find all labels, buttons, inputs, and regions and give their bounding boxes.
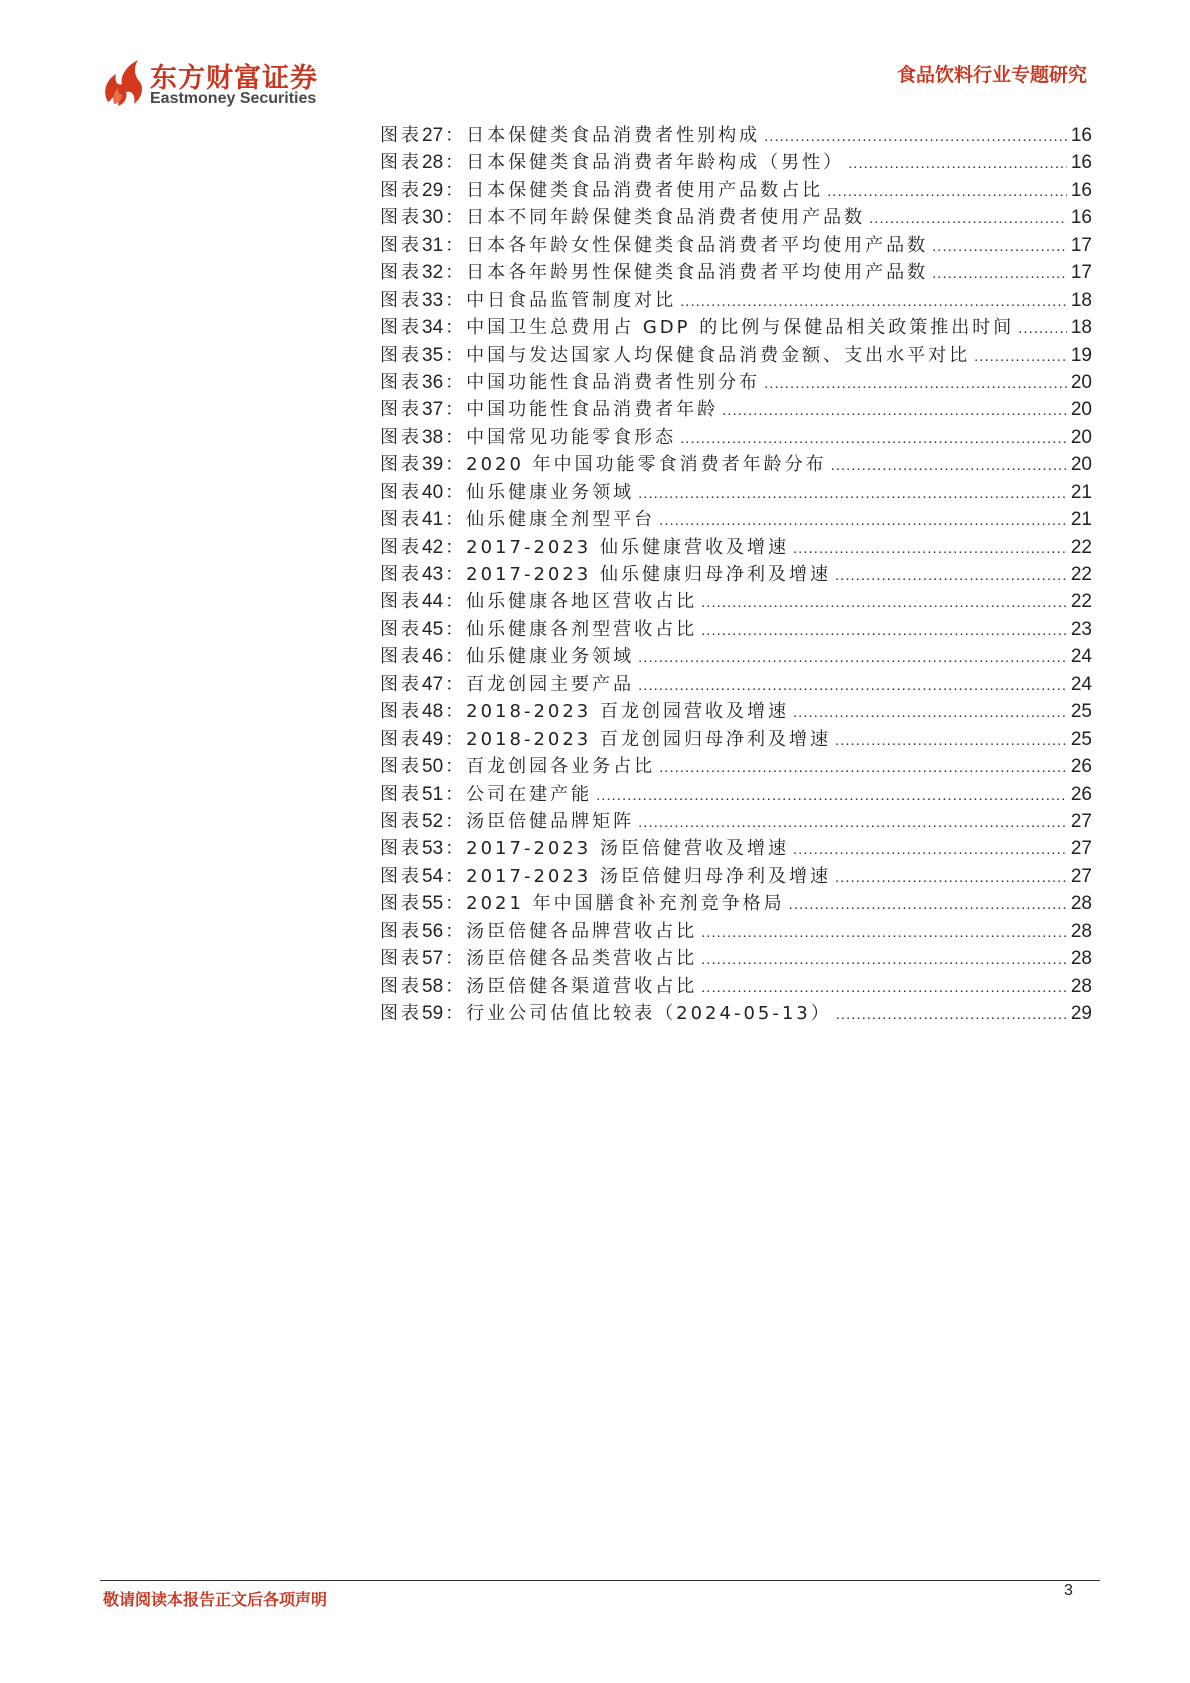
toc-entry-leader-dots (793, 836, 1067, 863)
toc-entry-prefix: 图表 (380, 426, 422, 448)
toc-entry-leader-dots (835, 727, 1067, 754)
toc-entry-prefix: 图表 (380, 371, 422, 393)
toc-entry-number: 33 (422, 289, 444, 311)
toc-entry-page: 21 (1070, 481, 1092, 503)
toc-entry-prefix: 图表 (380, 179, 422, 201)
toc-entry-page: 19 (1070, 344, 1092, 366)
toc-entry-page: 28 (1070, 893, 1092, 915)
toc-entry-prefix: 图表 (380, 591, 422, 613)
toc-entry-title: 2020 年中国功能零食消费者年龄分布 (466, 454, 827, 476)
toc-entry-page: 20 (1070, 371, 1092, 393)
toc-entry-number: 38 (422, 426, 444, 448)
toc-entry-page: 25 (1070, 728, 1092, 750)
toc-entry-colon: ： (445, 454, 464, 476)
toc-entry-page: 27 (1070, 865, 1092, 887)
toc-entry-colon: ： (445, 591, 464, 613)
toc-entry-leader-dots (835, 562, 1067, 589)
toc-entry-page: 16 (1070, 152, 1092, 174)
toc-entry-number: 29 (422, 179, 444, 201)
toc-entry-colon: ： (445, 536, 464, 558)
toc-entry-prefix: 图表 (380, 618, 422, 640)
toc-entry-colon: ： (445, 728, 464, 750)
toc-entry-colon: ： (445, 618, 464, 640)
toc-entry-prefix: 图表 (380, 756, 422, 778)
toc-entry-colon: ： (445, 646, 464, 668)
toc-entry-prefix: 图表 (380, 893, 422, 915)
toc-entry-number: 35 (422, 344, 444, 366)
toc-entry-prefix: 图表 (380, 701, 422, 723)
toc-entry-leader-dots (701, 589, 1067, 616)
toc-entry-title: 中国功能性食品消费者年龄 (466, 399, 719, 421)
toc-entry[interactable] (380, 122, 1092, 149)
toc-entry-prefix: 图表 (380, 728, 422, 750)
toc-entry[interactable] (380, 149, 1092, 176)
toc-entry-prefix: 图表 (380, 838, 422, 860)
toc-entry-colon: ： (445, 317, 464, 339)
toc-entry[interactable] (380, 314, 1092, 341)
toc-entry-leader-dots (701, 617, 1067, 644)
toc-entry-title: 2017-2023 仙乐健康营收及增速 (466, 536, 789, 558)
toc-entry-colon: ： (445, 783, 464, 805)
toc-entry-number: 54 (422, 865, 444, 887)
toc-entry-number: 51 (422, 783, 444, 805)
toc-entry-colon: ： (445, 756, 464, 778)
toc-entry-leader-dots (638, 644, 1067, 671)
toc-entry-page: 17 (1070, 234, 1092, 256)
toc-entry[interactable] (380, 451, 1092, 478)
toc-entry-number: 44 (422, 591, 444, 613)
toc-entry[interactable] (380, 479, 1092, 506)
toc-entry-title: 日本各年龄女性保健类食品消费者平均使用产品数 (466, 234, 929, 256)
toc-entry-page: 28 (1070, 975, 1092, 997)
toc-entry-leader-dots (793, 535, 1067, 562)
toc-entry-leader-dots (764, 370, 1067, 397)
toc-entry-leader-dots (974, 343, 1067, 370)
toc-entry-page: 18 (1070, 317, 1092, 339)
company-name-en: Eastmoney Securities (150, 90, 317, 107)
toc-entry-page: 24 (1070, 673, 1092, 695)
toc-entry-title: 仙乐健康各剂型营收占比 (466, 618, 698, 640)
toc-entry-number: 48 (422, 701, 444, 723)
toc-entry-prefix: 图表 (380, 810, 422, 832)
toc-entry[interactable] (380, 561, 1092, 588)
toc-entry-prefix: 图表 (380, 454, 422, 476)
toc-entry-number: 39 (422, 454, 444, 476)
toc-entry-prefix: 图表 (380, 399, 422, 421)
page-header (0, 0, 1190, 120)
toc-entry-colon: ： (445, 509, 464, 531)
toc-entry-leader-dots (932, 233, 1067, 260)
toc-entry-number: 53 (422, 838, 444, 860)
toc-entry-colon: ： (445, 399, 464, 421)
toc-entry-number: 47 (422, 673, 444, 695)
toc-entry-leader-dots (638, 480, 1067, 507)
toc-entry-leader-dots (638, 809, 1067, 836)
toc-entry-prefix: 图表 (380, 564, 422, 585)
toc-entry[interactable] (380, 588, 1092, 615)
toc-entry-number: 57 (422, 948, 444, 970)
eastmoney-flame-icon (100, 58, 146, 108)
toc-entry-prefix: 图表 (380, 673, 422, 695)
toc-entry[interactable] (380, 1000, 1092, 1027)
toc-entry-colon: ： (445, 289, 464, 311)
toc-entry-colon: ： (445, 893, 464, 915)
toc-entry-leader-dots (722, 397, 1067, 424)
toc-entry[interactable] (380, 506, 1092, 533)
toc-entry-number: 41 (422, 509, 444, 531)
toc-entry-leader-dots (680, 425, 1067, 452)
toc-entry-number: 32 (422, 262, 444, 284)
footer-divider (100, 1580, 1100, 1581)
toc-entry-number: 43 (422, 564, 444, 585)
toc-entry-number: 49 (422, 728, 444, 750)
toc-entry-prefix: 图表 (380, 125, 422, 146)
toc-entry[interactable] (380, 232, 1092, 259)
toc-entry-colon: ： (445, 481, 464, 503)
toc-entry-number: 28 (422, 152, 444, 174)
toc-entry-prefix: 图表 (380, 152, 422, 174)
toc-entry-title: 公司在建产能 (466, 783, 593, 805)
toc-entry-title: 中日食品监管制度对比 (466, 289, 677, 311)
toc-entry-page: 16 (1070, 179, 1092, 201)
toc-entry[interactable] (380, 863, 1092, 890)
toc-entry-page: 27 (1070, 810, 1092, 832)
toc-entry-colon: ： (445, 701, 464, 723)
toc-entry-title: 中国卫生总费用占 GDP 的比例与保健品相关政策推出时间 (466, 317, 1015, 339)
toc-entry-number: 46 (422, 646, 444, 668)
toc-entry-page: 28 (1070, 920, 1092, 942)
toc-entry-page: 28 (1070, 948, 1092, 970)
toc-entry-prefix: 图表 (380, 536, 422, 558)
toc-entry-colon: ： (445, 371, 464, 393)
toc-entry-number: 50 (422, 756, 444, 778)
toc-entry-prefix: 图表 (380, 783, 422, 805)
toc-entry-number: 58 (422, 975, 444, 997)
toc-entry-page: 26 (1070, 756, 1092, 778)
toc-entry-colon: ： (445, 125, 464, 146)
toc-entry-colon: ： (445, 179, 464, 201)
company-logo (100, 52, 360, 112)
toc-entry-page: 20 (1070, 399, 1092, 421)
toc-entry[interactable] (380, 973, 1092, 1000)
toc-entry-page: 16 (1070, 125, 1092, 146)
toc-entry-page: 22 (1070, 591, 1092, 613)
toc-entry-leader-dots (701, 946, 1067, 973)
toc-entry-title: 中国功能性食品消费者性别分布 (466, 371, 761, 393)
toc-entry-prefix: 图表 (380, 975, 422, 997)
toc-entry-title: 行业公司估值比较表（2024-05-13） (466, 1003, 832, 1024)
toc-entry-prefix: 图表 (380, 317, 422, 339)
figure-toc-list (380, 122, 1092, 1027)
toc-entry-title: 2017-2023 仙乐健康归母净利及增速 (466, 564, 831, 585)
toc-entry-title: 仙乐健康业务领域 (466, 481, 635, 503)
toc-entry-page: 16 (1070, 207, 1092, 229)
toc-entry-number: 37 (422, 399, 444, 421)
toc-entry-page: 24 (1070, 646, 1092, 668)
toc-entry[interactable] (380, 890, 1092, 917)
toc-entry-colon: ： (445, 234, 464, 256)
toc-entry-leader-dots (793, 699, 1067, 726)
toc-entry-page: 21 (1070, 509, 1092, 531)
toc-entry-colon: ： (445, 344, 464, 366)
toc-entry-number: 52 (422, 810, 444, 832)
toc-entry-number: 34 (422, 317, 444, 339)
toc-entry[interactable] (380, 616, 1092, 643)
toc-entry[interactable] (380, 204, 1092, 231)
toc-entry-page: 22 (1070, 564, 1092, 585)
toc-entry-colon: ： (445, 975, 464, 997)
toc-entry[interactable] (380, 287, 1092, 314)
toc-entry-leader-dots (1018, 315, 1067, 342)
toc-entry-leader-dots (701, 919, 1067, 946)
footer-disclaimer: 敬请阅读本报告正文后各项声明 (103, 1590, 328, 1609)
toc-entry-leader-dots (701, 974, 1067, 1001)
toc-entry[interactable] (380, 534, 1092, 561)
toc-entry-page: 23 (1070, 618, 1092, 640)
toc-entry-leader-dots (789, 891, 1067, 918)
toc-entry-page: 17 (1070, 262, 1092, 284)
toc-entry-colon: ： (445, 865, 464, 887)
company-name-cn: 东方财富证券 (150, 63, 318, 94)
toc-entry-colon: ： (445, 810, 464, 832)
toc-entry-title: 汤臣倍健各品类营收占比 (466, 948, 698, 970)
toc-entry-colon: ： (445, 838, 464, 860)
toc-entry-prefix: 图表 (380, 289, 422, 311)
toc-entry-title: 中国常见功能零食形态 (466, 426, 677, 448)
toc-entry-title: 日本保健类食品消费者性别构成 (466, 125, 761, 146)
toc-entry-leader-dots (835, 864, 1067, 891)
toc-entry-page: 20 (1070, 426, 1092, 448)
toc-entry[interactable] (380, 424, 1092, 451)
toc-entry-title: 汤臣倍健各品牌营收占比 (466, 920, 698, 942)
toc-entry-title: 2017-2023 汤臣倍健归母净利及增速 (466, 865, 831, 887)
toc-entry-leader-dots (764, 123, 1067, 150)
toc-entry-title: 2021 年中国膳食补充剂竞争格局 (466, 893, 785, 915)
toc-entry-page: 27 (1070, 838, 1092, 860)
toc-entry-title: 日本保健类食品消费者使用产品数占比 (466, 179, 824, 201)
toc-entry[interactable] (380, 396, 1092, 423)
toc-entry-leader-dots (680, 288, 1067, 315)
toc-entry-leader-dots (659, 754, 1067, 781)
toc-entry-prefix: 图表 (380, 262, 422, 284)
toc-entry-prefix: 图表 (380, 865, 422, 887)
toc-entry-leader-dots (869, 205, 1067, 232)
toc-entry[interactable] (380, 259, 1092, 286)
toc-entry-number: 40 (422, 481, 444, 503)
toc-entry-colon: ： (445, 564, 464, 585)
toc-entry[interactable] (380, 753, 1092, 780)
toc-entry-page: 20 (1070, 454, 1092, 476)
toc-entry-title: 仙乐健康全剂型平台 (466, 509, 656, 531)
toc-entry-title: 仙乐健康业务领域 (466, 646, 635, 668)
toc-entry[interactable] (380, 945, 1092, 972)
toc-entry-prefix: 图表 (380, 509, 422, 531)
toc-entry-title: 仙乐健康各地区营收占比 (466, 591, 698, 613)
toc-entry-prefix: 图表 (380, 481, 422, 503)
toc-entry-leader-dots (827, 178, 1067, 205)
page-number: 3 (1064, 1582, 1073, 1599)
toc-entry[interactable] (380, 918, 1092, 945)
toc-entry-title: 中国与发达国家人均保健食品消费金额、支出水平对比 (466, 344, 971, 366)
toc-entry-colon: ： (445, 920, 464, 942)
toc-entry[interactable] (380, 342, 1092, 369)
toc-entry-leader-dots (596, 782, 1067, 809)
toc-entry-leader-dots (932, 260, 1067, 287)
toc-entry[interactable] (380, 726, 1092, 753)
toc-entry-leader-dots (848, 150, 1067, 177)
toc-entry-page: 18 (1070, 289, 1092, 311)
toc-entry-number: 27 (422, 125, 444, 146)
toc-entry-leader-dots (638, 672, 1067, 699)
toc-entry-number: 55 (422, 893, 444, 915)
toc-entry-prefix: 图表 (380, 948, 422, 970)
toc-entry-title: 2018-2023 百龙创园营收及增速 (466, 701, 789, 723)
toc-entry[interactable] (380, 643, 1092, 670)
toc-entry[interactable] (380, 369, 1092, 396)
toc-entry-number: 36 (422, 371, 444, 393)
toc-entry-title: 百龙创园主要产品 (466, 673, 635, 695)
toc-entry[interactable] (380, 671, 1092, 698)
toc-entry-prefix: 图表 (380, 207, 422, 229)
toc-entry-colon: ： (445, 426, 464, 448)
toc-entry-title: 百龙创园各业务占比 (466, 756, 656, 778)
toc-entry-number: 42 (422, 536, 444, 558)
toc-entry-number: 59 (422, 1003, 444, 1024)
toc-entry-title: 日本不同年龄保健类食品消费者使用产品数 (466, 207, 866, 229)
toc-entry-prefix: 图表 (380, 344, 422, 366)
toc-entry-title: 日本各年龄男性保健类食品消费者平均使用产品数 (466, 262, 929, 284)
toc-entry-leader-dots (831, 452, 1067, 479)
toc-entry-colon: ： (445, 948, 464, 970)
toc-entry-colon: ： (445, 673, 464, 695)
report-title: 食品饮料行业专题研究 (896, 64, 1087, 86)
toc-entry-page: 29 (1070, 1003, 1092, 1024)
toc-entry-prefix: 图表 (380, 234, 422, 256)
toc-entry[interactable] (380, 835, 1092, 862)
toc-entry-leader-dots (836, 1001, 1067, 1028)
toc-entry-number: 30 (422, 207, 444, 229)
toc-entry-number: 56 (422, 920, 444, 942)
toc-entry-number: 31 (422, 234, 444, 256)
toc-entry[interactable] (380, 781, 1092, 808)
toc-entry-colon: ： (445, 1003, 464, 1024)
toc-entry-number: 45 (422, 618, 444, 640)
toc-entry-prefix: 图表 (380, 920, 422, 942)
toc-entry-leader-dots (659, 507, 1067, 534)
toc-entry[interactable] (380, 177, 1092, 204)
toc-entry[interactable] (380, 808, 1092, 835)
toc-entry-title: 日本保健类食品消费者年龄构成（男性） (466, 152, 845, 174)
toc-entry-title: 汤臣倍健各渠道营收占比 (466, 975, 698, 997)
toc-entry-prefix: 图表 (380, 646, 422, 668)
toc-entry-colon: ： (445, 262, 464, 284)
toc-entry-colon: ： (445, 152, 464, 174)
toc-entry-page: 22 (1070, 536, 1092, 558)
toc-entry[interactable] (380, 698, 1092, 725)
toc-entry-page: 25 (1070, 701, 1092, 723)
toc-entry-title: 汤臣倍健品牌矩阵 (466, 810, 635, 832)
toc-entry-prefix: 图表 (380, 1003, 422, 1024)
toc-entry-title: 2017-2023 汤臣倍健营收及增速 (466, 838, 789, 860)
toc-entry-page: 26 (1070, 783, 1092, 805)
toc-entry-colon: ： (445, 207, 464, 229)
toc-entry-title: 2018-2023 百龙创园归母净利及增速 (466, 728, 831, 750)
